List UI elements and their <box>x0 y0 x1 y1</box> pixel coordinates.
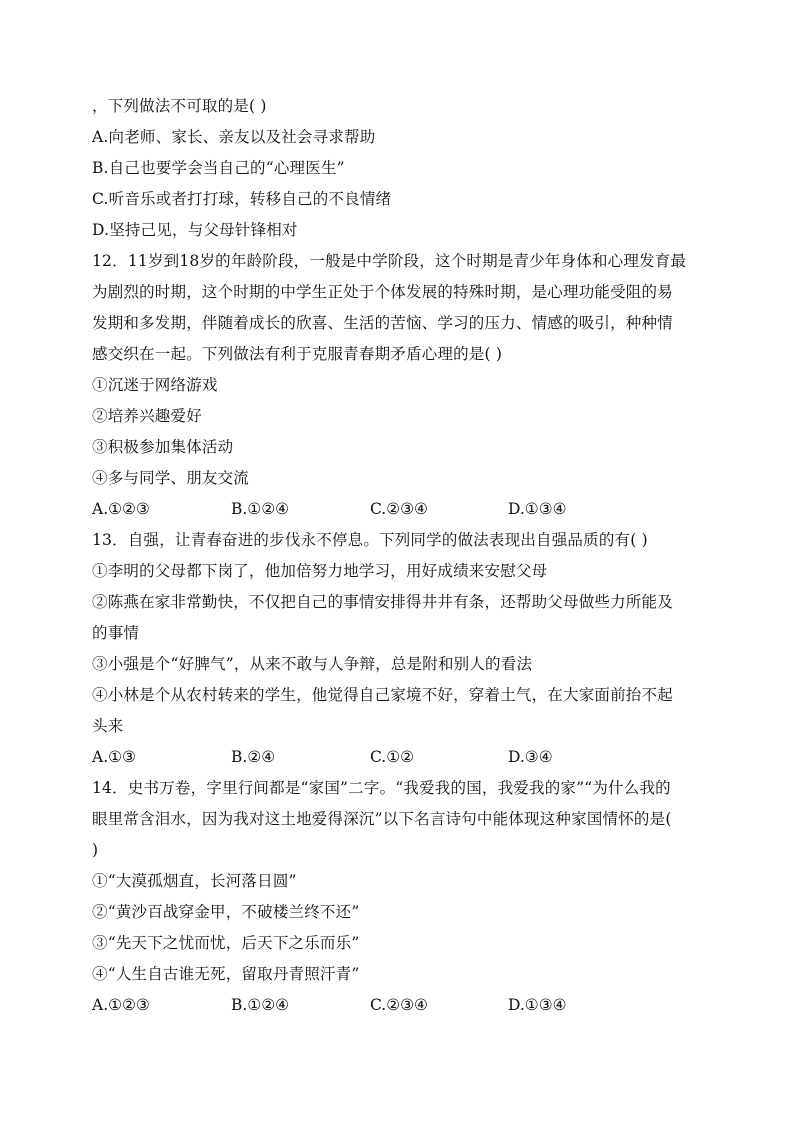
q12-item-1: ①沉迷于网络游戏 <box>92 376 218 394</box>
q14-stem-line: 眼里常含泪水，因为我对这土地爱得深沉”以下名言诗句中能体现这种家国情怀的是( <box>92 810 672 828</box>
q14-stem-line: 14．史书万卷，字里行间都是“家国”二字。“我爱我的国，我爱我的家”“为什么我的 <box>92 779 671 797</box>
q12-choice-c: C.②③④ <box>370 500 428 518</box>
q12-choice-d: D.①③④ <box>508 500 567 518</box>
q14-stem-line: ) <box>92 841 99 859</box>
q14-item-2: ②“黄沙百战穿金甲，不破楼兰终不还” <box>92 903 360 921</box>
q14-choices <box>92 990 712 1021</box>
q14-item-4: ④“人生自古谁无死，留取丹青照汗青” <box>92 965 360 983</box>
q14-choice-b: B.①②④ <box>231 996 290 1014</box>
q13-item-line: ②陈燕在家非常勤快，不仅把自己的事情安排得井井有条，还帮助父母做些力所能及 <box>92 593 673 611</box>
q13-stem: 13．自强，让青春奋进的步伐永不停息。下列同学的做法表现出自强品质的有( ) <box>92 531 648 549</box>
q13-item-line: 的事情 <box>92 624 140 642</box>
q12-stem-line: 感交织在一起。下列做法有利于克服青春期矛盾心理的是( ) <box>92 345 503 363</box>
q13-item-line: 头来 <box>92 717 124 735</box>
q11-option-d: D.坚持己见，与父母针锋相对 <box>92 221 298 239</box>
q11-stem: ，下列做法不可取的是( ) <box>92 97 267 115</box>
q11-option-b: B.自己也要学会当自己的“心理医生” <box>92 159 345 177</box>
q12-choice-b: B.①②④ <box>231 500 290 518</box>
q12-stem-line: 发期和多发期，伴随着成长的欣喜、生活的苦恼、学习的压力、情感的吸引，种种情 <box>92 314 673 332</box>
q13-item-line: ①李明的父母都下岗了，他加倍努力地学习，用好成绩来安慰父母 <box>92 562 548 580</box>
q13-choice-a: A.①③ <box>92 748 136 766</box>
q14-choice-c: C.②③④ <box>370 996 428 1014</box>
q14-item-3: ③“先天下之忧而忧，后天下之乐而乐” <box>92 934 360 952</box>
q13-choice-b: B.②④ <box>231 748 276 766</box>
q14-choice-d: D.①③④ <box>508 996 567 1014</box>
q13-item-line: ④小林是个从农村转来的学生，他觉得自己家境不好，穿着土气，在大家面前抬不起 <box>92 686 673 704</box>
exam-page <box>92 91 712 1021</box>
q11-option-c: C.听音乐或者打打球，转移自己的不良情绪 <box>92 190 392 208</box>
q12-item-2: ②培养兴趣爱好 <box>92 407 202 425</box>
q12-stem-line: 12．11岁到18岁的年龄阶段，一般是中学阶段，这个时期是青少年身体和心理发育最 <box>92 252 687 270</box>
q12-item-4: ④多与同学、朋友交流 <box>92 469 250 487</box>
q11-option-a: A.向老师、家长、亲友以及社会寻求帮助 <box>92 128 376 146</box>
q13-item-line: ③小强是个“好脾气”，从来不敢与人争辩，总是附和别人的看法 <box>92 655 533 673</box>
q13-choice-d: D.③④ <box>508 748 553 766</box>
q12-item-3: ③积极参加集体活动 <box>92 438 234 456</box>
q14-item-1: ①“大漠孤烟直，长河落日圆” <box>92 872 297 890</box>
q12-choices <box>92 494 712 525</box>
q12-choice-a: A.①②③ <box>92 500 150 518</box>
q13-choice-c: C.①② <box>370 748 415 766</box>
q14-choice-a: A.①②③ <box>92 996 150 1014</box>
q13-choices <box>92 742 712 773</box>
q12-stem-line: 为剧烈的时期，这个时期的中学生正处于个体发展的特殊时期，是心理功能受阻的易 <box>92 283 673 301</box>
